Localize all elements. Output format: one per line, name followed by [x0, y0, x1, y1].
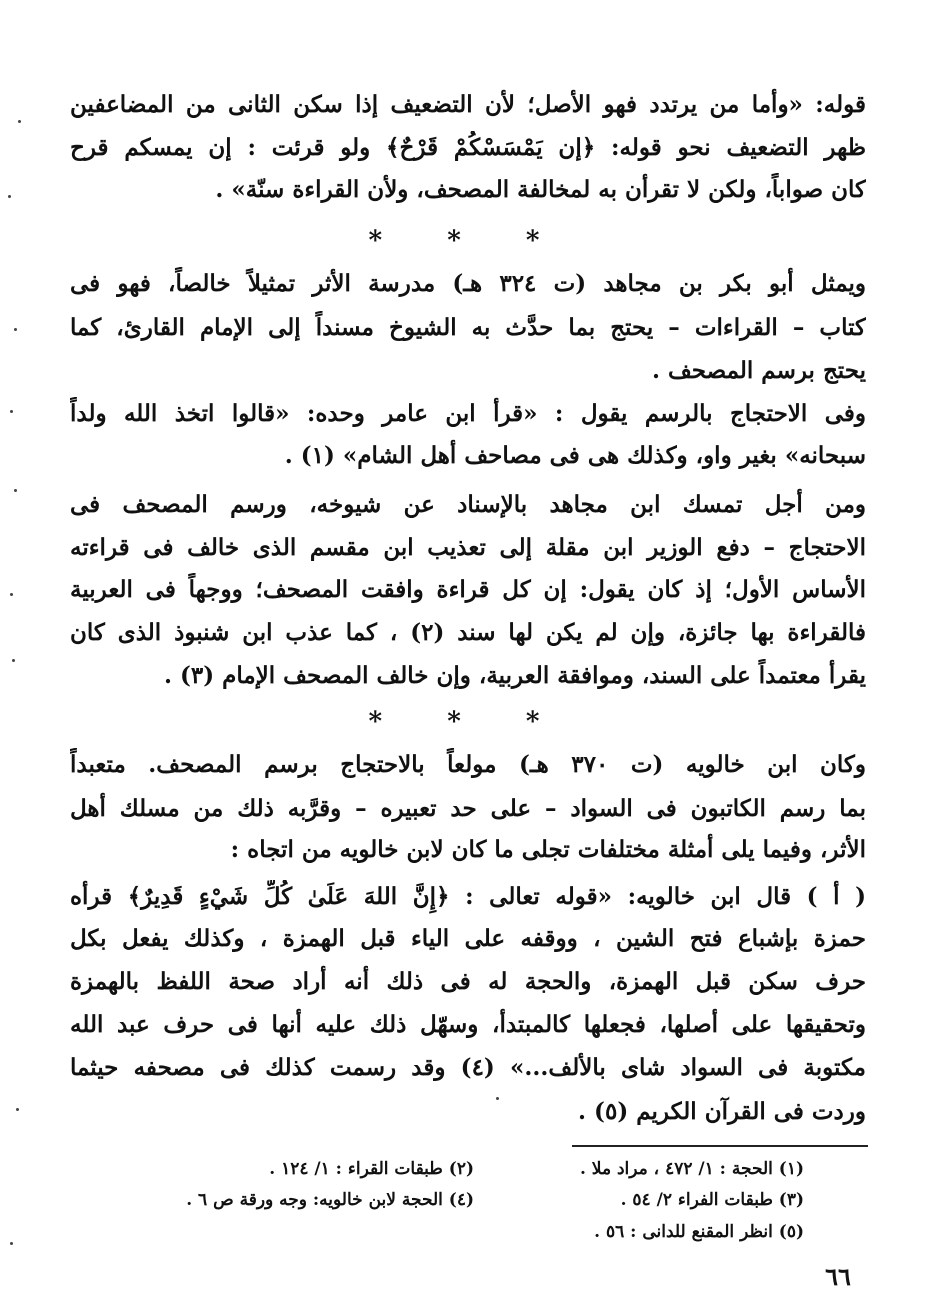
text-line: بما رسم الكاتبون فى السواد – على حد تعبيره – وقرَّبه ذلك من مسلك أهل — [70, 795, 866, 822]
text-line: وتحقيقها على أصلها، فجعلها كالمبتدأ، وسهّل ذلك عليه أنها فى حرف عبد الله — [70, 1011, 866, 1038]
text-line: وكان ابن خالويه (ت ٣٧٠ هـ) مولعاً بالاحتجاج برسم المصحف. متعبداً — [70, 751, 866, 778]
footnote-5: (٥) انظر المقنع للدانى : ٥٦ . — [594, 1222, 804, 1242]
text-line: الأساس الأول؛ إذ كان يقول: إن كل قراءة وافقت المصحف؛ ووجهاً فى العربية — [70, 576, 866, 603]
text-line: وردت فى القرآن الكريم (٥) . — [578, 1098, 866, 1125]
section-separator: * * * — [368, 707, 568, 737]
footnote-3: (٣) طبقات الفراء ٢/ ٥٤ . — [620, 1190, 804, 1210]
scan-speck — [14, 328, 17, 331]
scan-speck — [14, 489, 17, 492]
text-line: حمزة بإشباع فتح الشين ، ووقفه على الياء قبل الهمزة ، وكذلك يفعل بكل — [70, 925, 866, 952]
scan-speck — [18, 120, 21, 123]
text-line: قوله: «وأما من يرتدد فهو الأصل؛ لأن التضعيف إذا سكن الثانى من المضاعفين — [70, 91, 866, 118]
text-line: حرف سكن قبل الهمزة، والحجة له فى ذلك أنه أراد صحة اللفظ بالهمزة — [70, 968, 866, 995]
text-line: ( أ ) قال ابن خالويه: «قوله تعالى : ﴿إِنَّ اللهَ عَلَىٰ كُلِّ شَيْءٍ قَدِيرٌ﴾ قرأه — [70, 883, 866, 910]
text-line: وفى الاحتجاج بالرسم يقول : «قرأ ابن عامر وحده: «قالوا اتخذ الله ولداً — [70, 400, 866, 427]
scan-speck — [12, 659, 15, 662]
text-line: كان صواباً، ولكن لا تقرأن به لمخالفة المصحف، ولأن القراءة سنّة» . — [215, 176, 866, 203]
text-line: مكتوبة فى السواد شاى بالألف...» (٤) وقد رسمت كذلك فى مصحفه حيثما — [70, 1054, 866, 1081]
section-separator: * * * — [368, 226, 568, 256]
text-line: يحتج برسم المصحف . — [651, 357, 866, 384]
footnote-rule — [572, 1145, 868, 1147]
scan-speck — [10, 410, 13, 413]
text-line: الأثر، وفيما يلى أمثلة مختلفات تجلى ما كان لابن خالويه من اتجاه : — [230, 836, 866, 863]
footnote-2: (٢) طبقات القراء : ١/ ١٢٤ . — [269, 1159, 474, 1179]
text-line: ويمثل أبو بكر بن مجاهد (ت ٣٢٤ هـ) مدرسة الأثر تمثيلاً خالصاً، فهو فى — [70, 270, 866, 297]
scan-speck — [16, 1108, 19, 1111]
scan-speck — [10, 593, 13, 596]
text-line: الاحتجاج – دفع الوزير ابن مقلة إلى تعذيب ابن مقسم الذى خالف فى قراءته — [70, 534, 866, 561]
text-line: سبحانه» بغير واو، وكذلك هى فى مصاحف أهل الشام» (١) . — [284, 442, 866, 469]
text-line: ومن أجل تمسك ابن مجاهد بالإسناد عن شيوخه، ورسم المصحف فى — [70, 491, 866, 518]
scan-speck — [496, 1097, 499, 1100]
text-line: فالقراءة بها جائزة، وإن لم يكن لها سند (٢) ، كما عذب ابن شنبوذ الذى كان — [70, 619, 866, 646]
footnote-1: (١) الحجة : ١/ ٤٧٢ ، مراد ملا . — [579, 1159, 804, 1179]
text-line: يقرأ معتمداً على السند، وموافقة العربية، وإن خالف المصحف الإمام (٣) . — [163, 662, 866, 689]
text-line: ظهر التضعيف نحو قوله: ﴿إن يَمْسَسْكُمْ قَرْحٌ﴾ ولو قرئت : إن يمسكم قرح — [70, 134, 866, 161]
scan-speck — [10, 1242, 13, 1245]
scan-speck — [8, 195, 11, 198]
footnote-4: (٤) الحجة لابن خالويه: وجه ورقة ص ٦ . — [186, 1190, 474, 1210]
text-line: كتاب – القراءات – يحتج بما حدَّث به الشيوخ مسنداً إلى الإمام القارئ، كما — [70, 314, 866, 341]
page-number: ٦٦ — [825, 1262, 851, 1291]
